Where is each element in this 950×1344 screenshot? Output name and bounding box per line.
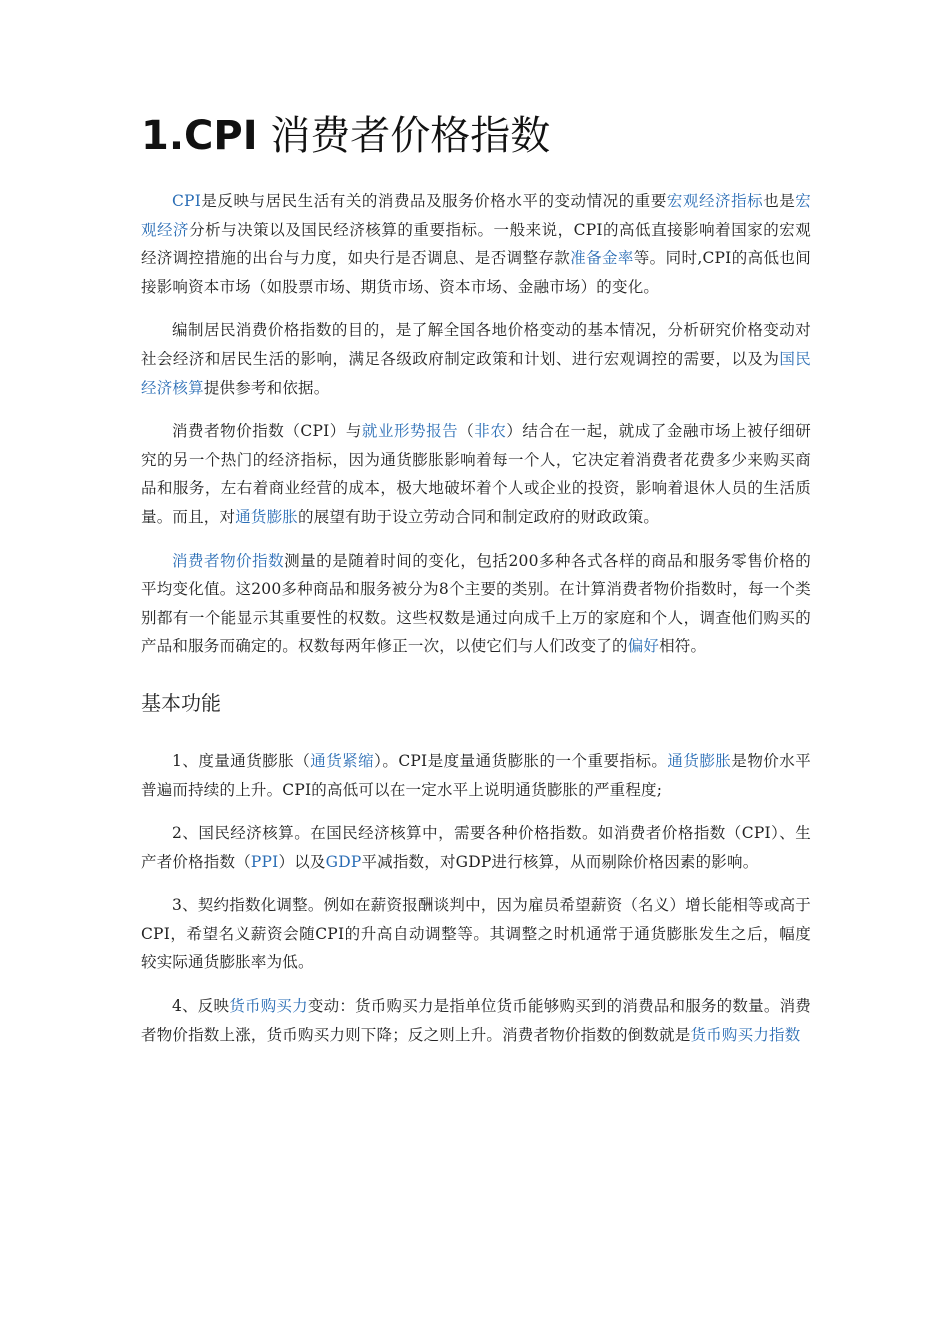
paragraph	[141, 547, 811, 661]
text-segment: 变动：货币购买力是指单位货币能够购买到的消费品和服务的数量。消费者物价指数上涨，货币购买力则下降；反之则上升。消费者物价指数的倒数就是	[141, 997, 811, 1044]
text-link[interactable]: 货币购买力	[229, 997, 308, 1016]
text-segment: 平减指数，对GDP进行核算，从而剔除价格因素的影响。	[361, 852, 759, 871]
text-segment: ）。CPI是度量通货膨胀的一个重要指标。	[374, 751, 668, 770]
page-title	[141, 110, 811, 162]
text-segment: 的展望有助于设立劳动合同和制定政府的财政政策。	[298, 507, 660, 526]
paragraph	[141, 187, 811, 301]
text-link[interactable]: 就业形势报告	[361, 422, 459, 441]
text-segment: ）以及	[278, 852, 326, 871]
function-item	[141, 891, 811, 977]
text-link[interactable]: 货币购买力指数	[690, 1025, 801, 1044]
function-item	[141, 747, 811, 804]
function-item	[141, 819, 811, 876]
functions-section	[141, 747, 811, 1049]
text-link[interactable]: GDP	[325, 852, 362, 871]
text-segment: 消费者物价指数（CPI）与	[172, 422, 362, 441]
text-segment: 4、反映	[172, 997, 230, 1016]
text-link[interactable]: 通货紧缩	[310, 751, 375, 770]
document-page	[141, 110, 811, 1064]
title-text: 消费者价格指数	[270, 113, 551, 159]
text-segment: 提供参考和依据。	[203, 378, 330, 397]
paragraph	[141, 316, 811, 402]
text-segment: 测量的是随着时间的变化，包括200多种各式各样的商品和服务零售价格的平均变化值。这200多种商品和服务被分为8个主要的类别。在计算消费者物价指数时，每一个类别都有一个能显示其重要性的权数。这些权数是通过向成千上万的家庭和个人，调查他们购买的产品和服务而确定的。权数每两年修正一次，以使它们与人们改变了的	[141, 551, 811, 656]
text-segment: （	[458, 422, 475, 441]
text-link[interactable]: 偏好	[627, 637, 660, 656]
text-link[interactable]: 非农	[474, 422, 507, 441]
text-segment: 等。同时,CPI的高低也间接影响资本市场（如股票市场、期货市场、资本市场、金融市场）的变化。	[141, 249, 811, 296]
text-segment: 3、契约指数化调整。例如在薪资报酬谈判中，因为雇员希望薪资（名义）增长能相等或高于CPI，希望名义薪资会随CPI的升高自动调整等。其调整之时机通常于通货膨胀发生之后，幅度较实际通货膨胀率为低。	[141, 896, 811, 972]
text-segment: 是物价水平普遍而持续的上升。CPI的高低可以在一定水平上说明通货膨胀的严重程度;	[141, 751, 811, 799]
text-segment: 2、国民经济核算。在国民经济核算中，需要各种价格指数。如消费者价格指数（CPI）、生产者价格指数（	[141, 824, 811, 871]
function-item	[141, 992, 811, 1049]
text-link[interactable]: 消费者物价指数	[172, 551, 285, 570]
intro-section	[141, 187, 811, 661]
text-segment: 也是	[763, 192, 796, 210]
text-segment: 分析与决策以及国民经济核算的重要指标。一般来说，CPI的高低直接影响着国家的宏观经济调控措施的出台与力度，如央行是否调息、是否调整存款	[141, 220, 811, 268]
text-link[interactable]: 通货膨胀	[667, 751, 732, 770]
text-link[interactable]: 宏观经济	[141, 192, 811, 239]
text-segment: 相符。	[659, 637, 707, 656]
paragraph	[141, 417, 811, 531]
text-link[interactable]: 宏观经济指标	[666, 192, 764, 210]
text-link[interactable]: 国民经济核算	[141, 349, 811, 397]
text-link[interactable]: 通货膨胀	[235, 507, 299, 526]
text-segment: 1、度量通货膨胀（	[172, 751, 311, 770]
title-number: 1.CPI	[141, 113, 258, 159]
section-heading: 基本功能	[141, 690, 221, 715]
text-segment: ）结合在一起，就成了金融市场上被仔细研究的另一个热门的经济指标，因为通货膨胀影响着每一个人，它决定着消费者花费多少来购买商品和服务，左右着商业经营的成本，极大地破坏着个人或企业的投资，影响着退休人员的生活质量。而且，对	[141, 422, 812, 526]
text-link[interactable]: CPI	[172, 192, 202, 210]
text-segment: 编制居民消费价格指数的目的，是了解全国各地价格变动的基本情况，分析研究价格变动对社会经济和居民生活的影响，满足各级政府制定政策和计划、进行宏观调控的需要，以及为	[141, 321, 811, 368]
text-link[interactable]: PPI	[250, 852, 279, 871]
text-link[interactable]: 准备金率	[570, 249, 634, 268]
text-segment: 是反映与居民生活有关的消费品及服务价格水平的变动情况的重要	[201, 192, 667, 210]
